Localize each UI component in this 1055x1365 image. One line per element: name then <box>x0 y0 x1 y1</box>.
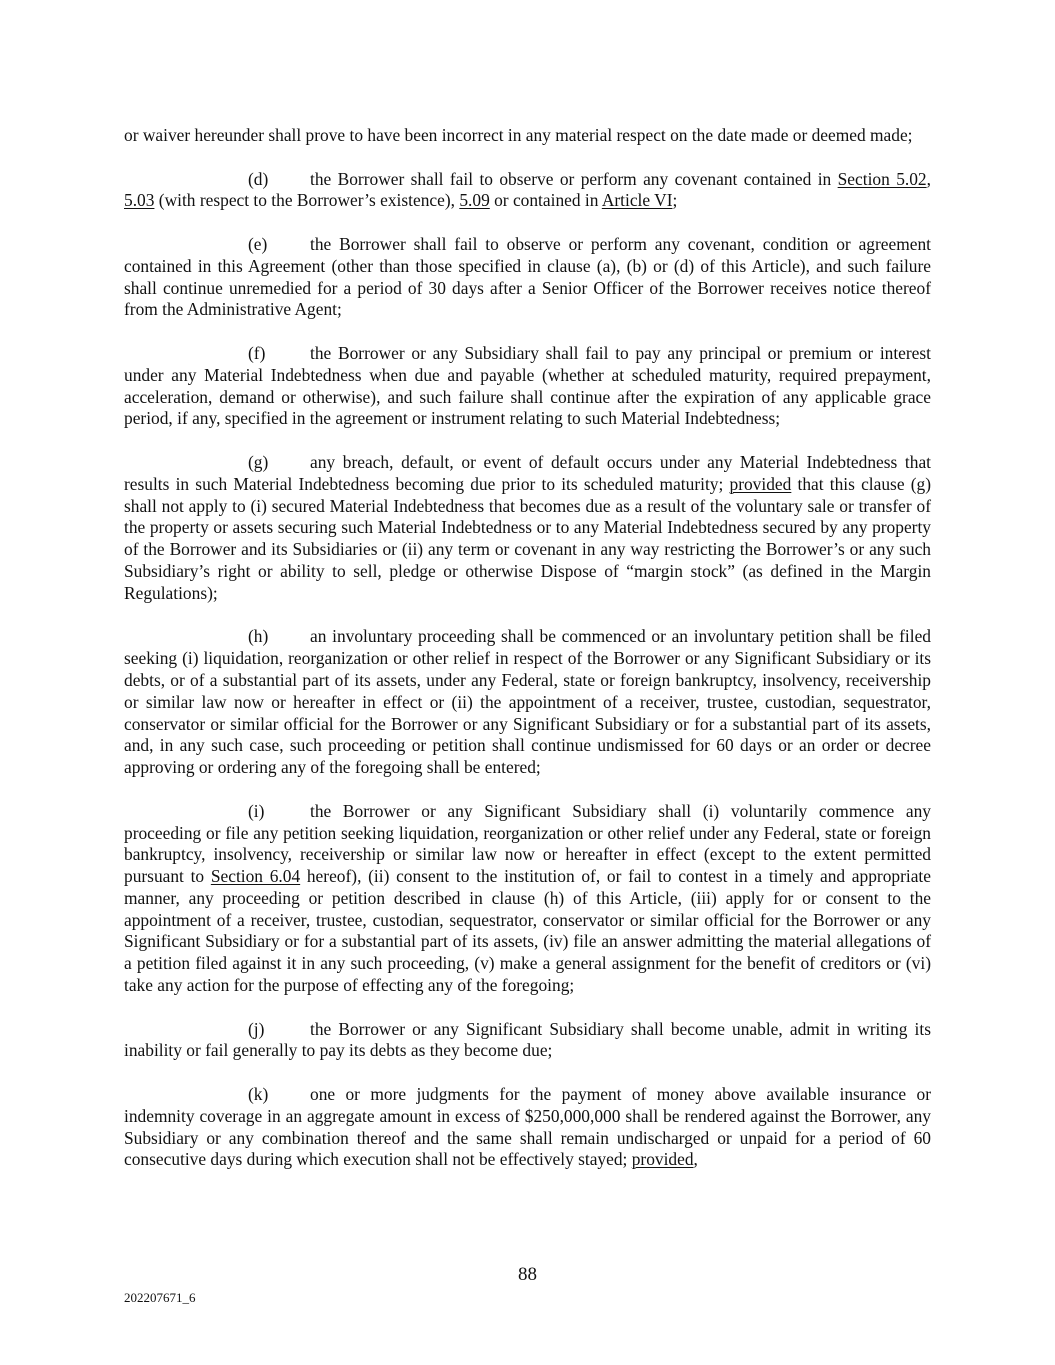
clause-i <box>124 801 931 997</box>
clause-text: , <box>693 1149 698 1170</box>
document-body <box>124 125 931 1193</box>
clause-text: that this clause (g) shall not apply to (i) secured Material Indebtedness that becomes due as a result of the voluntary sale or transfer of the property or assets securing such Material Indebtedness or to any Material Indebtedness secured by any property of the Borrower and its Subsidiaries or (ii) any term or covenant in any way restricting the Borrower’s or any such Subsidiary’s right or ability to sell, pledge or otherwise Dispose of “margin stock” (as defined in the Margin Regulations); <box>124 473 932 603</box>
clause-text: ; <box>672 190 678 211</box>
clause-text: hereof), (ii) consent to the institution of, or fail to contest in a timely and appropriate manner, any proceeding or petition described in clause (h) of this Article, (iii) apply for or consent to the appointment of a receiver, trustee, custodian, sequestrator, conservator or similar official for the Borrower or any Significant Subsidiary or for a substantial part of its assets, (iv) file an answer admitting the material allegations of a petition filed against it in any such proceeding, (v) make a general assignment for the benefit of creditors or (vi) take any action for the purpose of effecting any of the foregoing; <box>124 866 931 996</box>
clause-g <box>124 452 931 605</box>
document-id: 202207671_6 <box>124 1290 196 1305</box>
clause-f <box>124 343 931 430</box>
clause-label: (d) <box>248 168 269 189</box>
clause-j <box>124 1019 931 1063</box>
clause-text: (with respect to the Borrower’s existence), <box>154 190 460 211</box>
clause-text: the Borrower shall fail to observe or perform any covenant, condition or agreement contained in this Agreement (other than those specified in clause (a), (b) or (d) of this Article), and such failure shall continue unremedied for a period of 30 days after a Senior Officer of the Borrower receives notice thereof from the Administrative Agent; <box>124 233 931 320</box>
clause-label: (g) <box>248 451 269 472</box>
section-ref-link: Section 6.04 <box>210 866 301 887</box>
clause-text: the Borrower or any Subsidiary shall fail to pay any principal or premium or interest under any Material Indebtedness when due and payable (whether at scheduled maturity, required prepayment, acceleration, demand or otherwise), and such failure shall continue after the expiration of any applicable grace period, if any, specified in the agreement or instrument relating to such Material Indebtedness; <box>124 342 931 429</box>
section-ref-link: Section 5.02 <box>837 168 927 189</box>
clause-label: (h) <box>248 626 269 647</box>
clause-text: any breach, default, or event of default occurs under any Material Indebtedness that results in such Material Indebtedness becoming due prior to its scheduled maturity; <box>124 451 931 494</box>
intro-paragraph: or waiver hereunder shall prove to have been incorrect in any material respect on the date made or deemed made; <box>124 125 913 145</box>
clause-k <box>124 1084 931 1171</box>
clause-label: (f) <box>248 342 266 363</box>
clause-h <box>124 626 931 779</box>
clause-label: (i) <box>248 800 265 821</box>
clause-text: or contained in <box>489 190 602 211</box>
clause-d <box>124 169 931 213</box>
clause-text: the Borrower shall fail to observe or perform any covenant contained in <box>310 168 838 189</box>
clause-text: , <box>926 168 931 189</box>
clause-text: one or more judgments for the payment of money above available insurance or indemnity coverage in an aggregate amount in excess of $250,000,000 shall be rendered against the Borrower, any Subsidiary or any combination thereof and the same shall remain undischarged or unpaid for a period of 60 consecutive days during which execution shall not be effectively stayed; <box>124 1084 931 1170</box>
provided-term: provided <box>729 473 792 494</box>
clause-label: (j) <box>248 1018 265 1039</box>
page-number: 88 <box>518 1264 537 1285</box>
provided-term: provided <box>631 1149 694 1170</box>
clause-text: the Borrower or any Significant Subsidiary shall (i) voluntarily commence any proceeding or file any petition seeking liquidation, reorganization or other relief under any Federal, state or foreign bankruptcy, insolvency, receivership or similar law now or hereafter in effect (except to the extent permitted pursuant to <box>124 800 931 887</box>
section-ref-link: 5.03 <box>124 190 155 211</box>
clause-label: (e) <box>248 233 268 254</box>
article-ref-link: Article VI <box>601 190 673 211</box>
section-ref-link: 5.09 <box>459 190 490 211</box>
clause-text: the Borrower or any Significant Subsidiary shall become unable, admit in writing its inability or fail generally to pay its debts as they become due; <box>124 1018 931 1061</box>
clause-text: an involuntary proceeding shall be commenced or an involuntary petition shall be filed seeking (i) liquidation, reorganization or other relief in respect of the Borrower or any Significant Subsidiary or its debts, or of a substantial part of its assets, under any Federal, state or foreign bankruptcy, insolvency, receivership or similar law now or hereafter in effect or (ii) the appointment of a receiver, trustee, custodian, sequestrator, conservator or similar official for the Borrower or any Significant Subsidiary or for a substantial part of its assets, and, in any such case, such proceeding or petition shall continue undismissed for 60 days or an order or decree approving or ordering any of the foregoing shall be entered; <box>124 626 931 778</box>
clause-e <box>124 234 931 321</box>
clause-label: (k) <box>248 1084 269 1105</box>
